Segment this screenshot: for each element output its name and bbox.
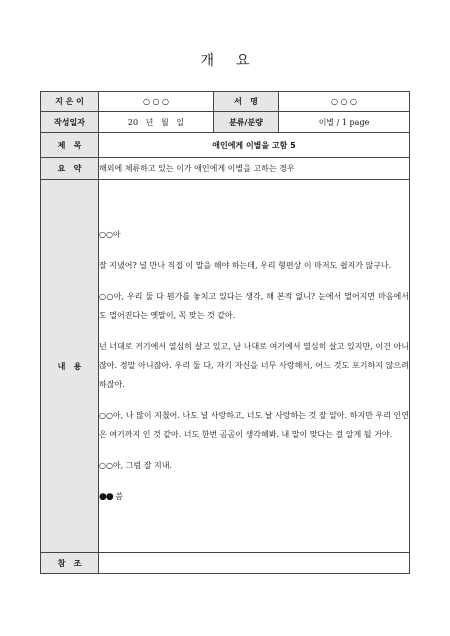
category-label: 분류/분량 [214,112,279,133]
summary-label: 요 약 [41,158,99,180]
summary-row [41,158,410,180]
reference-value [99,553,410,574]
letter-greeting: ○○아 [99,230,121,239]
signature-dots: ●● [99,492,113,502]
date-row [41,112,410,133]
signature-label: 서 명 [214,92,279,112]
reference-label: 참 조 [41,553,99,574]
title-row [41,133,410,158]
letter-body [99,180,410,553]
letter-paragraph-3: 넌 너대로 거기에서 열심히 살고 있고, 난 나대로 여기에서 열심히 살고 있지만, 이건 아니잖아. 정말 아니잖아. 우리 둘 다, 자기 자신을 너무 사랑해서, 어느 것도 포기하지 않으려 하잖아. [99,342,409,389]
signature-suffix: 씀 [112,492,123,501]
signature-value: ○ ○ ○ [279,92,410,112]
letter-paragraph-2: ○○아, 우리 둘 다 뭔가를 놓치고 있다는 생각, 해 본적 없니? 눈에서 멀어지면 마음에서도 멀어진다는 옛말이, 꼭 맞는 것 같아. [99,292,409,320]
page-title-left: 개 [200,53,214,69]
letter-signature [99,487,409,507]
category-value: 이별 / 1 page [279,112,410,133]
summary-value: 해외에 체류하고 있는 이가 애인에게 이별을 고하는 경우 [99,158,410,180]
content-label: 내 용 [41,180,99,553]
title-value: 애인에게 이별을 고함 5 [99,133,410,158]
author-label: 지 은 이 [41,92,99,112]
letter-paragraph-4: ○○아, 나 많이 지쳤어. 나도 널 사랑하고, 너도 날 사랑하는 것 잘 알아. 하지만 우리 인연은 여기까지 인 것 같아. 너도 한번 곰곰이 생각해봐. 내 말이 맞다는 걸 알게 될 거야. [99,411,409,439]
title-label: 제 목 [41,133,99,158]
reference-row [41,553,410,574]
page-title [0,50,450,70]
letter-paragraph-1: 잘 지냈어? 널 만나 직접 이 말을 해야 하는데, 우리 형편상 이 마저도 쉽지가 않구나. [99,261,392,270]
content-row [41,180,410,553]
letter-paragraph-5: ○○아, 그럼 잘 지내. [99,461,173,470]
author-value: ○ ○ ○ [99,92,214,112]
date-value: 20 년 월 일 [99,112,214,133]
author-row [41,92,410,112]
page-title-right: 요 [236,53,250,69]
summary-form-table [40,91,410,574]
date-label: 작성일자 [41,112,99,133]
